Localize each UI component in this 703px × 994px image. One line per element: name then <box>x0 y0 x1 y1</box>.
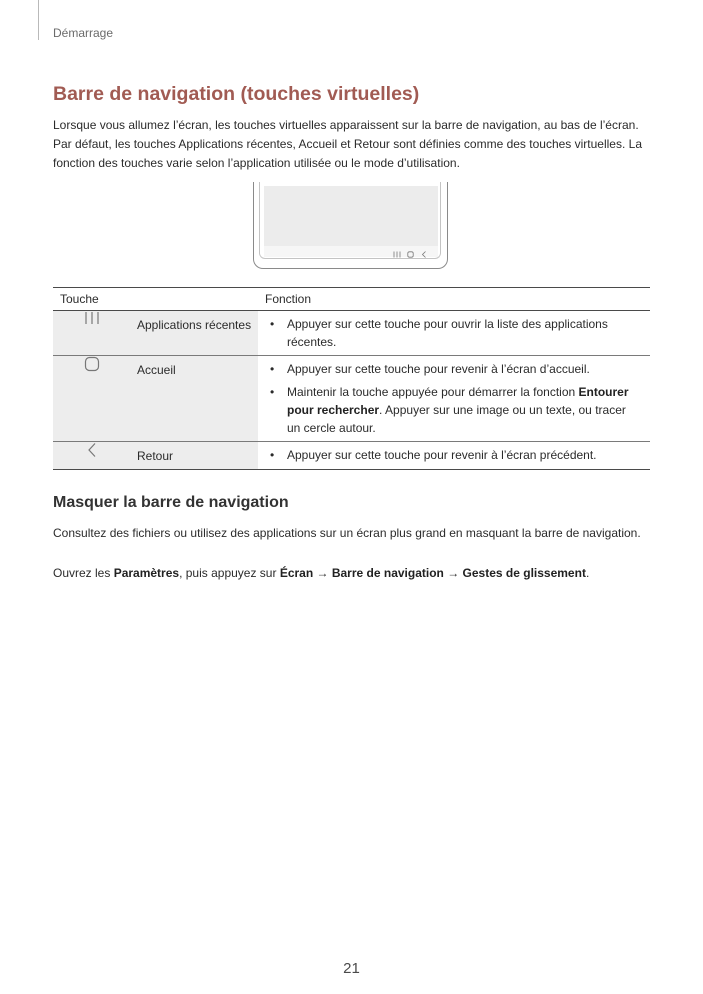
function-item: • Appuyer sur cette touche pour ouvrir la liste des applications récentes. <box>270 315 640 351</box>
screen-label: Écran <box>279 566 314 580</box>
instruction-text: , puis appuyez sur <box>179 566 280 580</box>
key-function-cell <box>258 311 650 356</box>
swipe-gestures-label: Gestes de glissement <box>462 566 586 580</box>
key-name: Retour <box>137 448 174 463</box>
function-item <box>270 383 640 437</box>
table-row <box>53 442 650 470</box>
navigation-bar-label: Barre de navigation <box>331 566 444 580</box>
function-item: • Appuyer sur cette touche pour revenir à l’écran d’accueil. <box>270 360 640 378</box>
subsection-paragraph: Consultez des fichiers ou utilisez des applications sur un écran plus grand en masquant la barre de navigation. <box>53 526 641 540</box>
function-text: Maintenir la touche appuyée pour démarrer la fonction <box>287 385 579 399</box>
arrow-separator: → <box>443 566 463 580</box>
device-screen <box>264 186 438 246</box>
key-name: Applications récentes <box>137 317 252 332</box>
home-icon <box>407 251 414 258</box>
section-label: Démarrage <box>53 26 114 40</box>
key-icon-cell <box>53 356 131 442</box>
instruction-text: Ouvrez les <box>53 566 114 580</box>
key-function-cell <box>258 356 650 442</box>
key-function-cell <box>258 442 650 470</box>
table-row <box>53 311 650 356</box>
home-icon <box>84 356 100 372</box>
recents-icon <box>84 311 100 325</box>
instruction-text: . <box>585 566 590 580</box>
intro-paragraph: Lorsque vous allumez l’écran, les touches virtuelles apparaissent sur la barre de navigation, au bas de l’écran. Par défaut, les touches Applications récentes, Accueil et Retour sont définies comme des touches virtuelles. La fonction des touches varie selon l’application utilisée ou le mode d’utilisation. <box>53 118 642 170</box>
key-name-cell <box>131 442 258 470</box>
settings-label: Paramètres <box>113 566 180 580</box>
page-title: Barre de navigation (touches virtuelles) <box>53 83 420 105</box>
back-icon <box>87 442 97 458</box>
header-rule <box>38 0 39 40</box>
table-header-row <box>53 288 650 311</box>
circle-to-search-label: Entourer pour rechercher <box>287 385 629 417</box>
key-name: Accueil <box>137 362 176 377</box>
table-row <box>53 356 650 442</box>
key-icon-cell <box>53 311 131 356</box>
column-header-function: Fonction <box>258 288 650 311</box>
page-number: 21 <box>343 960 360 977</box>
back-icon <box>421 251 427 258</box>
navigation-keys-table <box>53 287 650 470</box>
recents-icon <box>393 251 401 258</box>
settings-instruction <box>53 564 653 583</box>
navigation-bar-illustration <box>253 186 448 270</box>
function-item: • Appuyer sur cette touche pour revenir à l’écran précédent. <box>270 446 640 464</box>
function-text: . Appuyer sur une image ou un texte, ou tracer un cercle autour. <box>287 403 626 435</box>
subsection-title: Masquer la barre de navigation <box>53 494 289 511</box>
key-name-cell <box>131 356 258 442</box>
key-name-cell <box>131 311 258 356</box>
column-header-key: Touche <box>53 288 258 311</box>
key-icon-cell <box>53 442 131 470</box>
arrow-separator: → <box>313 566 332 580</box>
